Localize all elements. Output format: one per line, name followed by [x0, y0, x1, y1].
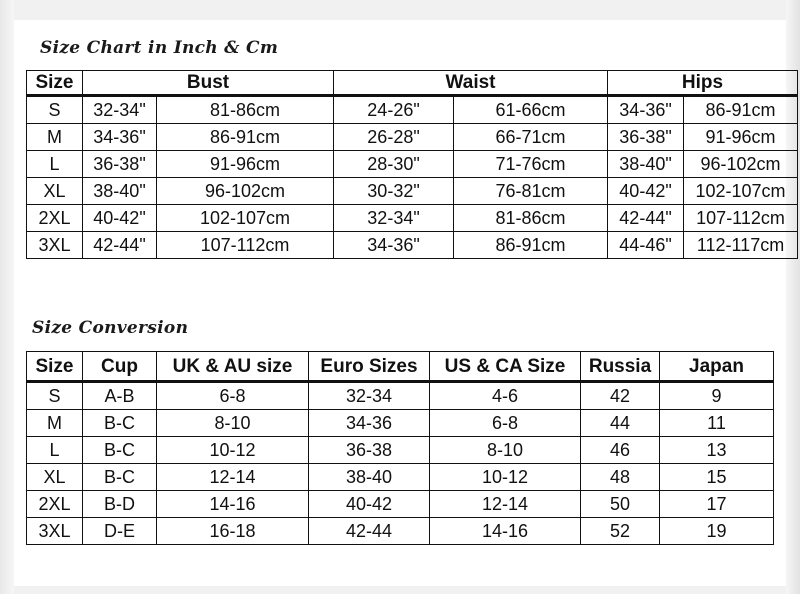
table-cell: 107-112cm — [684, 205, 798, 232]
size-chart-body — [27, 96, 798, 259]
table-cell: 42-44 — [309, 518, 430, 545]
table-cell: 40-42" — [608, 178, 684, 205]
table-cell: 19 — [660, 518, 774, 545]
table-cell: S — [27, 96, 83, 124]
table-cell: A-B — [83, 382, 157, 410]
table-cell: 44 — [581, 410, 660, 437]
table-cell: D-E — [83, 518, 157, 545]
table-cell: 9 — [660, 382, 774, 410]
table-cell: 96-102cm — [684, 151, 798, 178]
table-cell: 11 — [660, 410, 774, 437]
table-cell: 91-96cm — [684, 124, 798, 151]
table-cell: 24-26" — [334, 96, 454, 124]
table-cell: 32-34" — [334, 205, 454, 232]
table-cell: B-C — [83, 437, 157, 464]
table-cell: 17 — [660, 491, 774, 518]
table-cell: 48 — [581, 464, 660, 491]
table-cell: 10-12 — [430, 464, 581, 491]
table-cell: 30-32" — [334, 178, 454, 205]
table-cell: 32-34 — [309, 382, 430, 410]
table-cell: 12-14 — [430, 491, 581, 518]
table-cell: 102-107cm — [684, 178, 798, 205]
table-cell: B-C — [83, 464, 157, 491]
col-header-russia: Russia — [581, 352, 660, 382]
table-cell: 12-14 — [157, 464, 309, 491]
table-cell: 86-91cm — [684, 96, 798, 124]
table-cell: 44-46" — [608, 232, 684, 259]
table-cell: L — [27, 437, 83, 464]
table-row — [27, 96, 798, 124]
col-header-uk-au: UK & AU size — [157, 352, 309, 382]
table-cell: 42-44" — [83, 232, 157, 259]
table-cell: 4-6 — [430, 382, 581, 410]
table-row — [27, 410, 774, 437]
table-cell: 13 — [660, 437, 774, 464]
col-header-waist: Waist — [334, 71, 608, 96]
table-row — [27, 518, 774, 545]
table-cell: 52 — [581, 518, 660, 545]
table-cell: 3XL — [27, 518, 83, 545]
table-cell: 8-10 — [430, 437, 581, 464]
table-cell: 86-91cm — [454, 232, 608, 259]
col-header-euro: Euro Sizes — [309, 352, 430, 382]
left-edge-shadow — [0, 0, 14, 594]
table-cell: 2XL — [27, 205, 83, 232]
table-cell: 38-40" — [83, 178, 157, 205]
table-cell: B-C — [83, 410, 157, 437]
table-row — [27, 232, 798, 259]
col-header-japan: Japan — [660, 352, 774, 382]
table-cell: 6-8 — [157, 382, 309, 410]
table-row — [27, 437, 774, 464]
table-cell: 38-40" — [608, 151, 684, 178]
table-cell: 6-8 — [430, 410, 581, 437]
table-cell: 34-36" — [608, 96, 684, 124]
table-cell: 15 — [660, 464, 774, 491]
table-cell: 32-34" — [83, 96, 157, 124]
table-cell: 42 — [581, 382, 660, 410]
table-cell: 42-44" — [608, 205, 684, 232]
table-cell: B-D — [83, 491, 157, 518]
table-cell: 66-71cm — [454, 124, 608, 151]
size-conversion-body — [27, 382, 774, 545]
table-cell: 36-38 — [309, 437, 430, 464]
table-cell: 50 — [581, 491, 660, 518]
table-cell: 46 — [581, 437, 660, 464]
col-header-hips: Hips — [608, 71, 798, 96]
size-chart-table — [26, 70, 798, 259]
table-cell: 28-30" — [334, 151, 454, 178]
table-cell: L — [27, 151, 83, 178]
size-conversion-title: Size Conversion — [32, 318, 189, 338]
table-cell: 3XL — [27, 232, 83, 259]
table-row — [27, 382, 774, 410]
table-cell: 34-36" — [83, 124, 157, 151]
table-cell: 34-36 — [309, 410, 430, 437]
table-row — [27, 124, 798, 151]
table-row — [27, 178, 798, 205]
col-header-size: Size — [27, 352, 83, 382]
table-cell: 107-112cm — [157, 232, 334, 259]
table-cell: 40-42" — [83, 205, 157, 232]
table-row — [27, 491, 774, 518]
table-cell: 112-117cm — [684, 232, 798, 259]
table-cell: 14-16 — [157, 491, 309, 518]
table-cell: 96-102cm — [157, 178, 334, 205]
table-cell: S — [27, 382, 83, 410]
col-header-us-ca: US & CA Size — [430, 352, 581, 382]
table-row — [27, 151, 798, 178]
table-cell: M — [27, 124, 83, 151]
table-cell: 91-96cm — [157, 151, 334, 178]
table-cell: 16-18 — [157, 518, 309, 545]
table-cell: 86-91cm — [157, 124, 334, 151]
table-cell: 36-38" — [608, 124, 684, 151]
table-cell: 38-40 — [309, 464, 430, 491]
table-cell: 2XL — [27, 491, 83, 518]
col-header-size: Size — [27, 71, 83, 96]
table-cell: XL — [27, 178, 83, 205]
table-cell: 102-107cm — [157, 205, 334, 232]
table-cell: 14-16 — [430, 518, 581, 545]
table-cell: 61-66cm — [454, 96, 608, 124]
table-cell: 71-76cm — [454, 151, 608, 178]
table-cell: M — [27, 410, 83, 437]
table-cell: 8-10 — [157, 410, 309, 437]
table-row — [27, 464, 774, 491]
table-cell: 40-42 — [309, 491, 430, 518]
table-row — [27, 205, 798, 232]
col-header-cup: Cup — [83, 352, 157, 382]
table-cell: 81-86cm — [157, 96, 334, 124]
table-cell: 10-12 — [157, 437, 309, 464]
table-cell: 36-38" — [83, 151, 157, 178]
table-cell: XL — [27, 464, 83, 491]
size-chart-title: Size Chart in Inch & Cm — [40, 38, 279, 58]
col-header-bust: Bust — [83, 71, 334, 96]
table-cell: 81-86cm — [454, 205, 608, 232]
table-cell: 76-81cm — [454, 178, 608, 205]
size-conversion-table — [26, 351, 774, 545]
table-cell: 34-36" — [334, 232, 454, 259]
table-cell: 26-28" — [334, 124, 454, 151]
